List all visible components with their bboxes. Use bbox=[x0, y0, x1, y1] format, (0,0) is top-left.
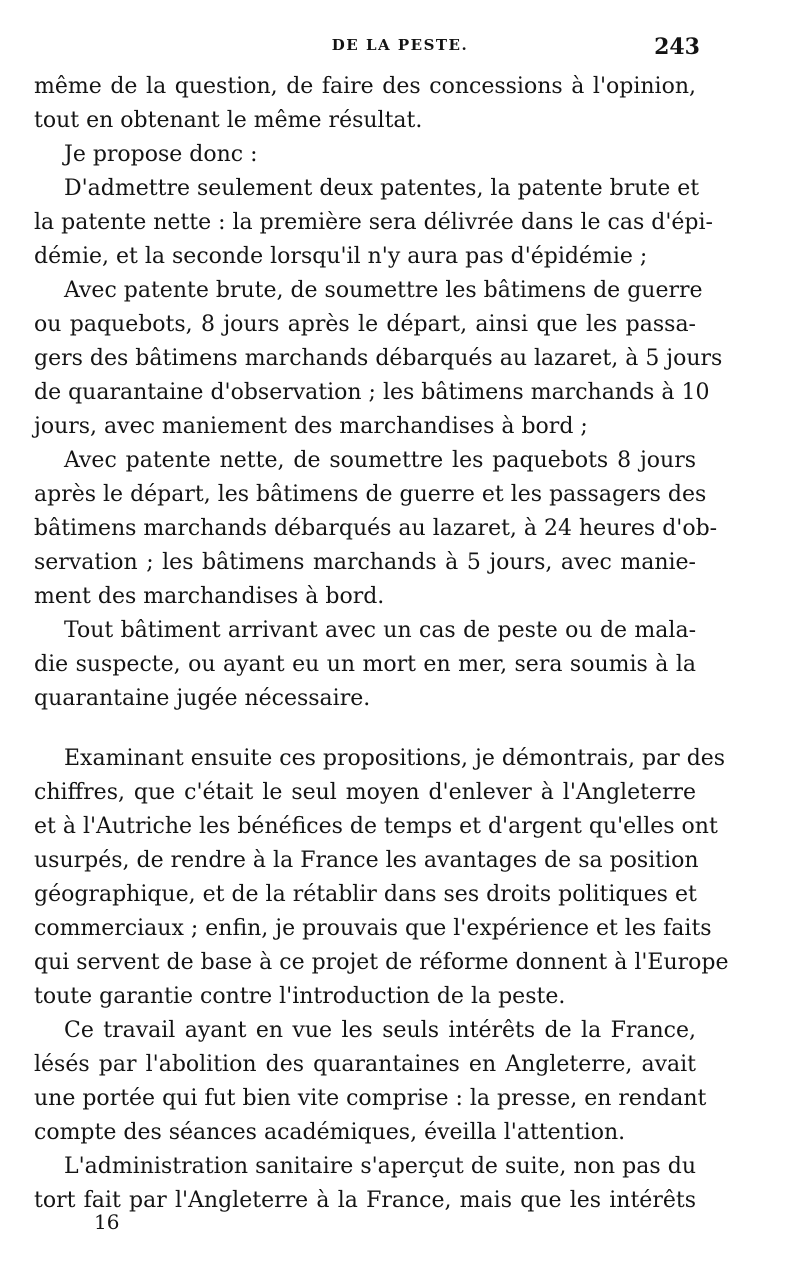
text-line: ment des marchandises à bord. bbox=[34, 584, 385, 609]
text-line: Tout bâtiment arrivant avec un cas de peste ou de mala- bbox=[64, 618, 696, 643]
text-line: même de la question, de faire des concessions à l'opinion, bbox=[34, 74, 696, 99]
text-line: jours, avec maniement des marchandises à bord ; bbox=[34, 414, 588, 439]
text-line: quarantaine jugée nécessaire. bbox=[34, 686, 371, 711]
text-line: L'administration sanitaire s'aperçut de suite, non pas du bbox=[64, 1154, 696, 1179]
text-line: Examinant ensuite ces propositions, je démontrais, par des bbox=[64, 746, 726, 771]
text-line: Ce travail ayant en vue les seuls intérêts de la France, bbox=[64, 1018, 696, 1043]
text-line: commerciaux ; enfin, je prouvais que l'expérience et les faits bbox=[34, 916, 712, 941]
page-number: 243 bbox=[654, 34, 700, 60]
page-header bbox=[0, 34, 800, 60]
text-line: usurpés, de rendre à la France les avantages de sa position bbox=[34, 848, 699, 873]
text-line: tort fait par l'Angleterre à la France, mais que les intérêts bbox=[34, 1188, 696, 1213]
text-line: géographique, et de la rétablir dans ses droits politiques et bbox=[34, 882, 697, 907]
text-line: die suspecte, ou ayant eu un mort en mer, sera soumis à la bbox=[34, 652, 696, 677]
text-line: et à l'Autriche les bénéfices de temps et d'argent qu'elles ont bbox=[34, 814, 718, 839]
text-line: ou paquebots, 8 jours après le départ, ainsi que les passa- bbox=[34, 312, 696, 337]
text-line: Je propose donc : bbox=[64, 142, 258, 167]
text-line: lésés par l'abolition des quarantaines en Angleterre, avait bbox=[34, 1052, 696, 1077]
text-line: après le départ, les bâtimens de guerre et les passagers des bbox=[34, 482, 707, 507]
text-line: gers des bâtimens marchands débarqués au lazaret, à 5 jours bbox=[34, 346, 723, 371]
text-line: toute garantie contre l'introduction de la peste. bbox=[34, 984, 566, 1009]
body-text bbox=[34, 70, 729, 1218]
text-line: chiffres, que c'était le seul moyen d'enlever à l'Angleterre bbox=[34, 780, 696, 805]
text-line: tout en obtenant le même résultat. bbox=[34, 108, 423, 133]
text-line: servation ; les bâtimens marchands à 5 jours, avec manie- bbox=[34, 550, 696, 575]
text-line: compte des séances académiques, éveilla l'attention. bbox=[34, 1120, 626, 1145]
text-line: qui servent de base à ce projet de réforme donnent à l'Europe bbox=[34, 950, 729, 975]
text-line: de quarantaine d'observation ; les bâtimens marchands à 10 bbox=[34, 380, 710, 405]
text-line: Avec patente nette, de soumettre les paquebots 8 jours bbox=[64, 448, 696, 473]
text-line: D'admettre seulement deux patentes, la patente brute et bbox=[64, 176, 700, 201]
text-line: une portée qui fut bien vite comprise : la presse, en rendant bbox=[34, 1086, 707, 1111]
printer-signature-mark: 16 bbox=[94, 1210, 120, 1234]
text-line: la patente nette : la première sera délivrée dans le cas d'épi- bbox=[34, 210, 713, 235]
text-line: démie, et la seconde lorsqu'il n'y aura pas d'épidémie ; bbox=[34, 244, 648, 269]
paragraph-gap bbox=[34, 716, 696, 742]
text-line: Avec patente brute, de soumettre les bâtimens de guerre bbox=[64, 278, 703, 303]
running-title: DE LA PESTE. bbox=[331, 36, 469, 54]
text-line: bâtimens marchands débarqués au lazaret, à 24 heures d'ob- bbox=[34, 516, 718, 541]
